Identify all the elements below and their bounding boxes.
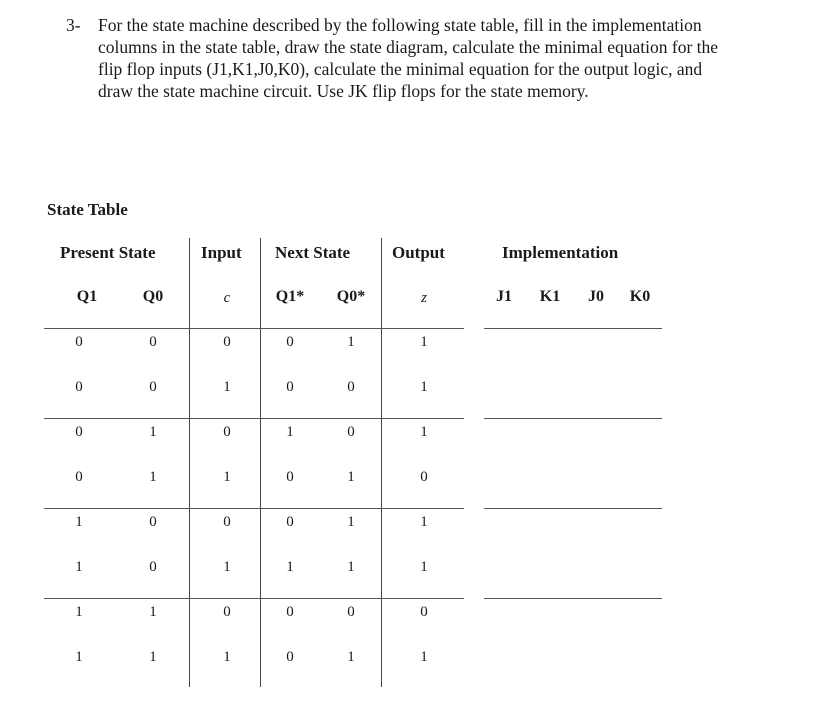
column-divider: [260, 238, 261, 687]
row-divider: [44, 418, 464, 419]
cell-q1-next: 0: [286, 334, 294, 350]
cell-z: 1: [420, 334, 428, 350]
cell-q1-next: 0: [286, 604, 294, 620]
cell-q0-next: 0: [347, 604, 355, 620]
cell-z: 1: [420, 424, 428, 440]
row-divider: [44, 508, 464, 509]
col-header-j1: J1: [496, 288, 512, 305]
cell-q0: 1: [149, 424, 157, 440]
problem-line: draw the state machine circuit. Use JK flip flops for the state memory.: [98, 81, 589, 101]
cell-z: 0: [420, 604, 428, 620]
present-state-header: Present State: [60, 243, 156, 262]
implementation-row-divider: [484, 418, 662, 419]
cell-q0-next: 1: [347, 334, 355, 350]
cell-q0-next: 0: [347, 424, 355, 440]
next-state-header: Next State: [275, 243, 351, 262]
problem-line: For the state machine described by the following state table, fill in the implementation: [98, 15, 702, 35]
cell-q0: 1: [149, 649, 157, 665]
cell-q0: 0: [149, 334, 157, 350]
cell-z: 1: [420, 649, 428, 665]
cell-q1-next: 0: [286, 649, 294, 665]
cell-q1-next: 0: [286, 469, 294, 485]
implementation-row-divider: [484, 328, 662, 329]
cell-c: 0: [223, 604, 231, 620]
col-header-q0-next: Q0*: [336, 288, 366, 305]
cell-q0: 1: [149, 469, 157, 485]
cell-c: 0: [223, 514, 231, 530]
cell-q0: 0: [149, 379, 157, 395]
col-header-q1: Q1: [76, 288, 98, 305]
cell-c: 1: [223, 649, 231, 665]
implementation-row-divider: [484, 508, 662, 509]
cell-q1: 1: [75, 649, 83, 665]
col-header-q0: Q0: [142, 288, 164, 305]
cell-q0-next: 1: [347, 559, 355, 575]
cell-c: 0: [223, 424, 231, 440]
column-divider: [189, 238, 190, 687]
row-divider: [44, 328, 464, 329]
col-header-q1-next: Q1*: [275, 288, 305, 305]
cell-c: 1: [223, 379, 231, 395]
input-header: Input: [201, 243, 242, 262]
cell-q0: 0: [149, 559, 157, 575]
cell-z: 1: [420, 514, 428, 530]
cell-q1-next: 1: [286, 424, 294, 440]
cell-q1: 1: [75, 559, 83, 575]
cell-q0-next: 1: [347, 469, 355, 485]
column-divider: [381, 238, 382, 687]
output-header: Output: [392, 243, 445, 262]
cell-q1: 0: [75, 469, 83, 485]
cell-q1: 0: [75, 424, 83, 440]
col-header-c: c: [223, 290, 231, 306]
problem-number: 3-: [66, 15, 81, 35]
cell-c: 1: [223, 559, 231, 575]
cell-q0: 1: [149, 604, 157, 620]
row-divider: [44, 598, 464, 599]
cell-z: 1: [420, 559, 428, 575]
cell-z: 0: [420, 469, 428, 485]
cell-q1: 1: [75, 604, 83, 620]
cell-c: 1: [223, 469, 231, 485]
cell-q0-next: 0: [347, 379, 355, 395]
state-table-title: State Table: [47, 200, 128, 219]
cell-q1-next: 0: [286, 514, 294, 530]
cell-q1: 1: [75, 514, 83, 530]
col-header-z: z: [421, 290, 427, 306]
problem-line: columns in the state table, draw the state diagram, calculate the minimal equation for the: [98, 37, 719, 57]
cell-q1-next: 1: [286, 559, 294, 575]
cell-c: 0: [223, 334, 231, 350]
cell-q1-next: 0: [286, 379, 294, 395]
problem-line: flip flop inputs (J1,K1,J0,K0), calculate the minimal equation for the output logic, and: [98, 59, 703, 79]
implementation-header: Implementation: [502, 243, 619, 262]
implementation-row-divider: [484, 598, 662, 599]
problem-text: [98, 14, 826, 102]
col-header-k1: K1: [539, 288, 561, 305]
cell-q1: 0: [75, 334, 83, 350]
cell-z: 1: [420, 379, 428, 395]
cell-q0: 0: [149, 514, 157, 530]
cell-q0-next: 1: [347, 514, 355, 530]
cell-q1: 0: [75, 379, 83, 395]
col-header-j0: J0: [588, 288, 604, 305]
col-header-k0: K0: [629, 288, 651, 305]
cell-q0-next: 1: [347, 649, 355, 665]
